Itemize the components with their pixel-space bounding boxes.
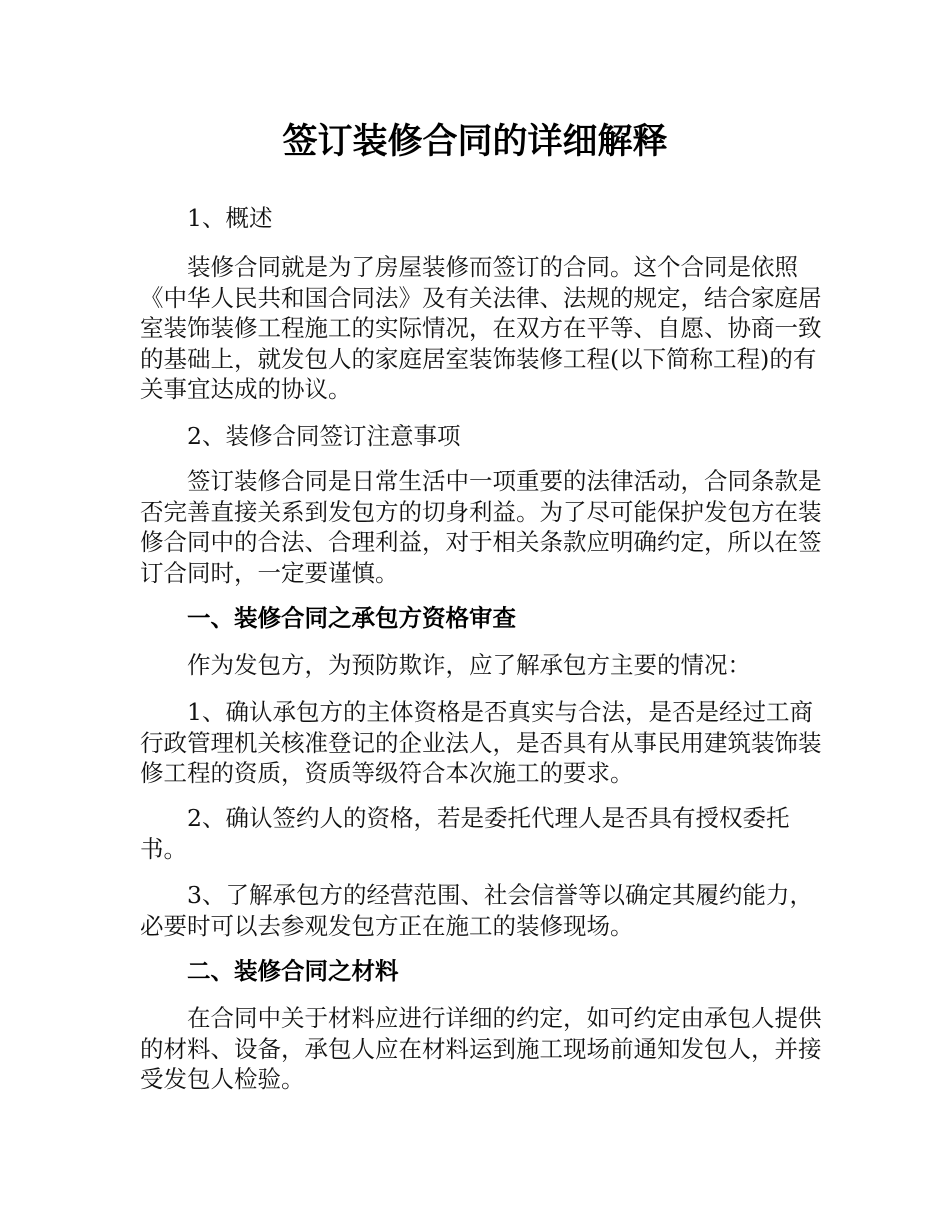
- section-heading-overview: 1、概述: [187, 204, 273, 232]
- paragraph-contractor-intro: 作为发包方，为预防欺诈，应了解承包方主要的情况：: [187, 651, 751, 679]
- document-title: 签订装修合同的详细解释: [282, 122, 668, 162]
- list-item-qualification-1: 1、确认承包方的主体资格是否真实与合法，是否是经过工商行政管理机关核准登记的企业法人，是否具有从事民用建筑装饰装修工程的资质，资质等级符合本次施工的要求。: [140, 698, 822, 787]
- paragraph-notes: 签订装修合同是日常生活中一项重要的法律活动，合同条款是否完善直接关系到发包方的切身利益。为了尽可能保护发包方在装修合同中的合法、合理利益，对于相关条款应明确约定，所以在签订合同时，一定要谨慎。: [140, 467, 822, 587]
- paragraph-overview: 装修合同就是为了房屋装修而签订的合同。这个合同是依照《中华人民共和国合同法》及有关法律、法规的规定，结合家庭居室装饰装修工程施工的实际情况，在双方在平等、自愿、协商一致的基础上，就发包人的家庭居室装饰装修工程(以下简称工程)的有关事宜达成的协议。: [140, 253, 822, 403]
- heading-contractor-qualification: 一、装修合同之承包方资格审查: [187, 604, 516, 632]
- list-item-qualification-3: 3、了解承包方的经营范围、社会信誉等以确定其履约能力，必要时可以去参观发包方正在施工的装修现场。: [140, 881, 813, 940]
- heading-materials: 二、装修合同之材料: [187, 957, 399, 985]
- list-item-qualification-2: 2、确认签约人的资格，若是委托代理人是否具有授权委托书。: [140, 804, 790, 863]
- paragraph-materials: 在合同中关于材料应进行详细的约定，如可约定由承包人提供的材料、设备，承包人应在材料运到施工现场前通知发包人，并接受发包人检验。: [140, 1004, 822, 1093]
- section-heading-notes: 2、装修合同签订注意事项: [187, 422, 461, 450]
